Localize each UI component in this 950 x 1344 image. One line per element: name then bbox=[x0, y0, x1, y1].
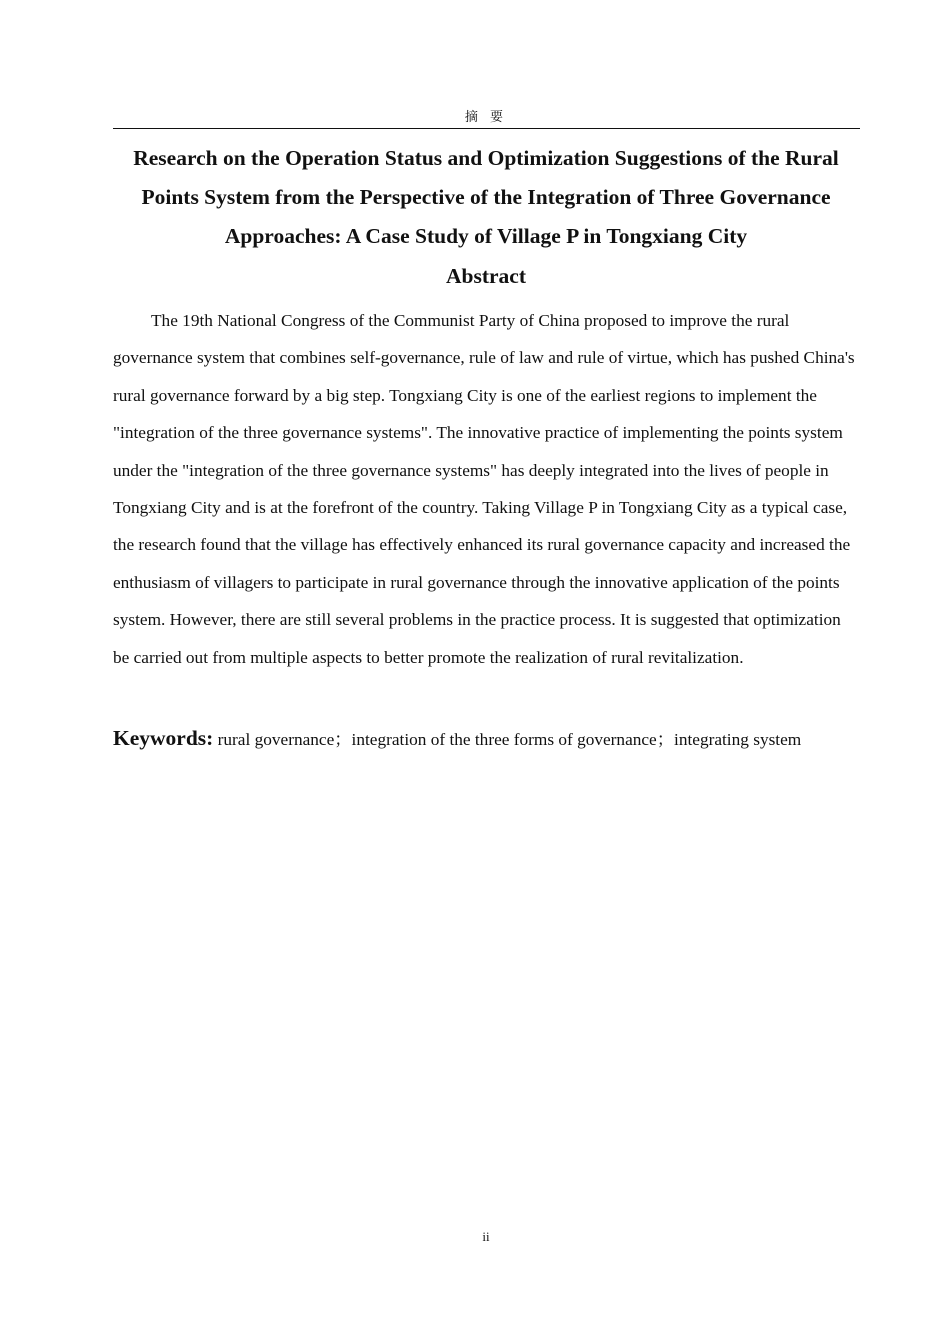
keyword-item: integration of the three forms of governance bbox=[351, 730, 657, 749]
keyword-separator: ； bbox=[656, 730, 675, 749]
keyword-item: integrating system bbox=[674, 730, 802, 749]
keyword-item: rural governance bbox=[217, 730, 335, 749]
header-rule bbox=[113, 128, 860, 129]
keywords-line bbox=[113, 720, 883, 758]
paper-title: Research on the Operation Status and Optimization Suggestions of the Rural Points System from the Perspective of the Integration of Three Governance Approaches: A Case Study of Village P in Tongxiang City bbox=[133, 146, 839, 248]
page-number: ii bbox=[482, 1229, 490, 1244]
keyword-separator: ； bbox=[334, 730, 352, 749]
abstract-body: The 19th National Congress of the Communist Party of China proposed to improve the rural governance system that combines self-governance, rule of law and rule of virtue, which has pushed China's rural governance forward by a big step. Tongxiang City is one of the earliest regions to implement the "integration of the three governance systems". The innovative practice of implementing the points system under the "integration of the three governance systems" has deeply integrated into the lives of people in Tongxiang City and is at the forefront of the country. Taking Village P in Tongxiang City as a typical case, the research found that the village has effectively enhanced its rural governance capacity and increased the enthusiasm of villagers to participate in rural governance through the innovative application of the points system. However, there are still several problems in the practice process. It is suggested that optimization be carried out from multiple aspects to better promote the realization of rural revitalization. bbox=[113, 311, 855, 667]
abstract-heading: Abstract bbox=[445, 264, 526, 288]
running-header: 摘 要 bbox=[464, 110, 508, 125]
keywords-label: Keywords: bbox=[113, 726, 214, 750]
